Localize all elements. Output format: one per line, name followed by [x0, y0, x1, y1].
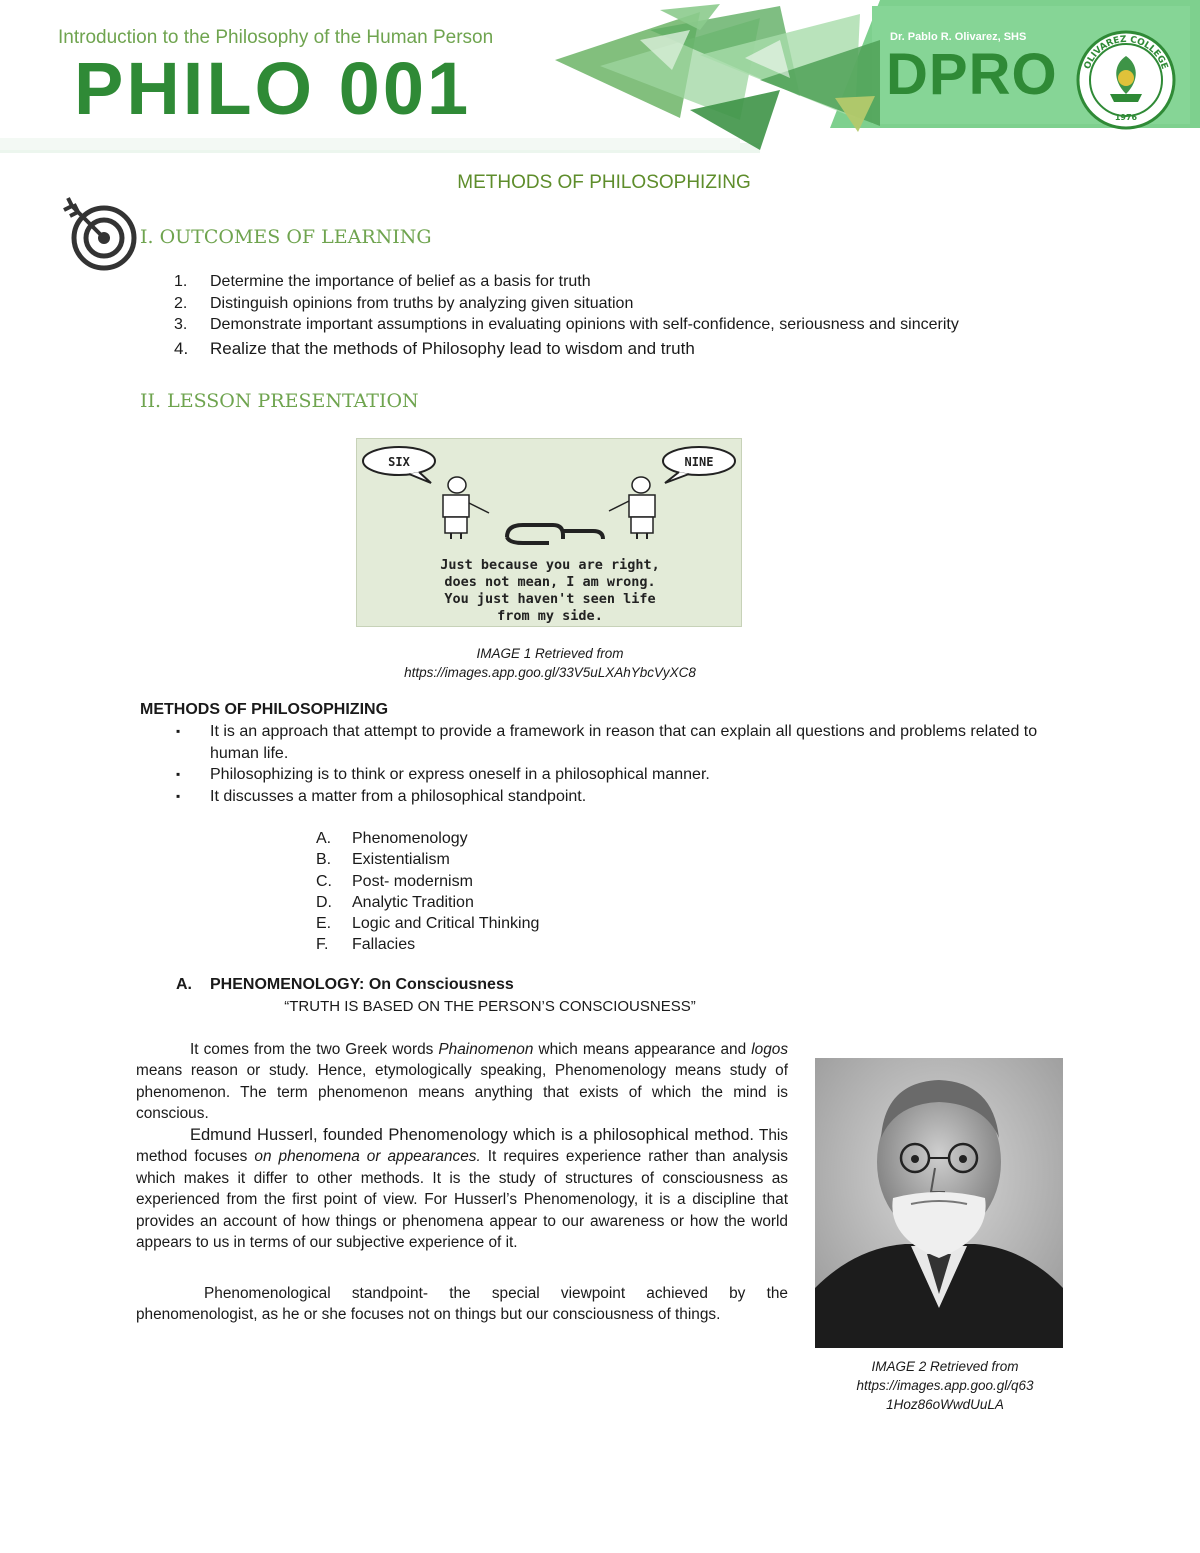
course-code: PHILO 001: [74, 47, 472, 130]
methods-heading: METHODS OF PHILOSOPHIZING: [140, 701, 389, 718]
list-item: A. Phenomenology: [316, 830, 468, 847]
document-title: METHODS OF PHILOSOPHIZING: [457, 172, 751, 193]
list-item: D. Analytic Tradition: [316, 893, 474, 911]
husserl-portrait-image: [815, 1058, 1063, 1348]
list-item: 3. Demonstrate important assumptions in evaluating opinions with self-confidence, seriousness and sincerity: [174, 316, 959, 333]
phenomenology-quote: “TRUTH IS BASED ON THE PERSON’S CONSCIOUSNESS”: [284, 998, 696, 1015]
target-arrow-icon: [60, 196, 138, 274]
list-item: C. Post- modernism: [316, 872, 473, 890]
bubble-left-text: SIX: [388, 455, 410, 469]
methods-bullet-list: [176, 721, 1086, 807]
seal-text: OLIVAREZ COLLEGE: [1082, 34, 1170, 71]
list-item: ▪ Philosophizing is to think or express oneself in a philosophical manner.: [176, 766, 710, 783]
cartoon-quote-line: from my side.: [497, 608, 603, 624]
outcomes-list: [174, 271, 1074, 362]
bubble-right-text: NINE: [684, 455, 714, 469]
list-item: ▪ It is an approach that attempt to provide a framework in reason that can explain all questions and problems related to human life.: [176, 723, 1038, 762]
list-item: 2. Distinguish opinions from truths by analyzing given situation: [174, 294, 634, 312]
cartoon-quote-line: does not mean, I am wrong.: [444, 574, 656, 590]
cartoon-quote-line: You just haven't seen life: [444, 591, 656, 607]
seal-year: 1976: [1114, 113, 1138, 122]
course-subtitle: Introduction to the Philosophy of the Human Person: [58, 27, 494, 48]
list-item: ▪ It discusses a matter from a philosophical standpoint.: [176, 787, 587, 805]
phenomenology-paragraph-2: Edmund Husserl, founded Phenomenology which is a philosophical method. This method focuses on phenomena or appearances. It requires experience rather than analysis which makes it differ to other methods. It is the study of structures of consciousness as experienced from the first point of view. For Husserl’s Phenomenology, it is a discipline that provides an account of how things or phenomena appear to our awareness or how the world appears to us in terms of our subjective experience of it.: [136, 1126, 788, 1252]
school-seal-logo: [1074, 28, 1178, 132]
phenomenology-paragraph-3: Phenomenological standpoint- the special viewpoint achieved by the phenomenologist, as he or she focuses not on things but our consciousness of things.: [136, 1285, 788, 1324]
outcomes-heading: I. OUTCOMES OF LEARNING: [140, 226, 432, 248]
six-nine-cartoon-image: [356, 438, 742, 627]
image2-caption: IMAGE 2 Retrieved from https://images.app.goo.gl/q63 1Hoz86oWwdUuLA: [790, 1357, 1100, 1414]
list-item: 4. Realize that the methods of Philosophy lead to wisdom and truth: [174, 338, 695, 358]
lesson-heading: II. LESSON PRESENTATION: [140, 390, 419, 412]
methods-alpha-list: [316, 828, 539, 956]
phenomenology-heading: A. PHENOMENOLOGY: On Consciousness: [176, 976, 514, 993]
cartoon-quote-line: Just because you are right,: [440, 557, 660, 573]
image1-caption: IMAGE 1 Retrieved from https://images.app.goo.gl/33V5uLXAhYbcVyXC8: [300, 644, 800, 682]
list-item: E. Logic and Critical Thinking: [316, 915, 540, 933]
school-abbreviation: DPRO: [886, 42, 1058, 107]
list-item: F. Fallacies: [316, 936, 416, 954]
image2-source-link[interactable]: https://images.app.goo.gl/q63: [856, 1378, 1034, 1393]
list-item: 1. Determine the importance of belief as a basis for truth: [174, 273, 591, 290]
school-name: Dr. Pablo R. Olivarez, SHS: [890, 31, 1027, 43]
list-item: B. Existentialism: [316, 851, 450, 869]
image1-source-link[interactable]: https://images.app.goo.gl/33V5uLXAhYbcVyXC8: [404, 665, 696, 680]
phenomenology-paragraph-1: It comes from the two Greek words Phainomenon which means appearance and logos means reason or study. Hence, etymologically speaking, Phenomenology means study of phenomenon. The term phenomenon means anything that exists of which the mind is conscious.: [136, 1041, 789, 1123]
